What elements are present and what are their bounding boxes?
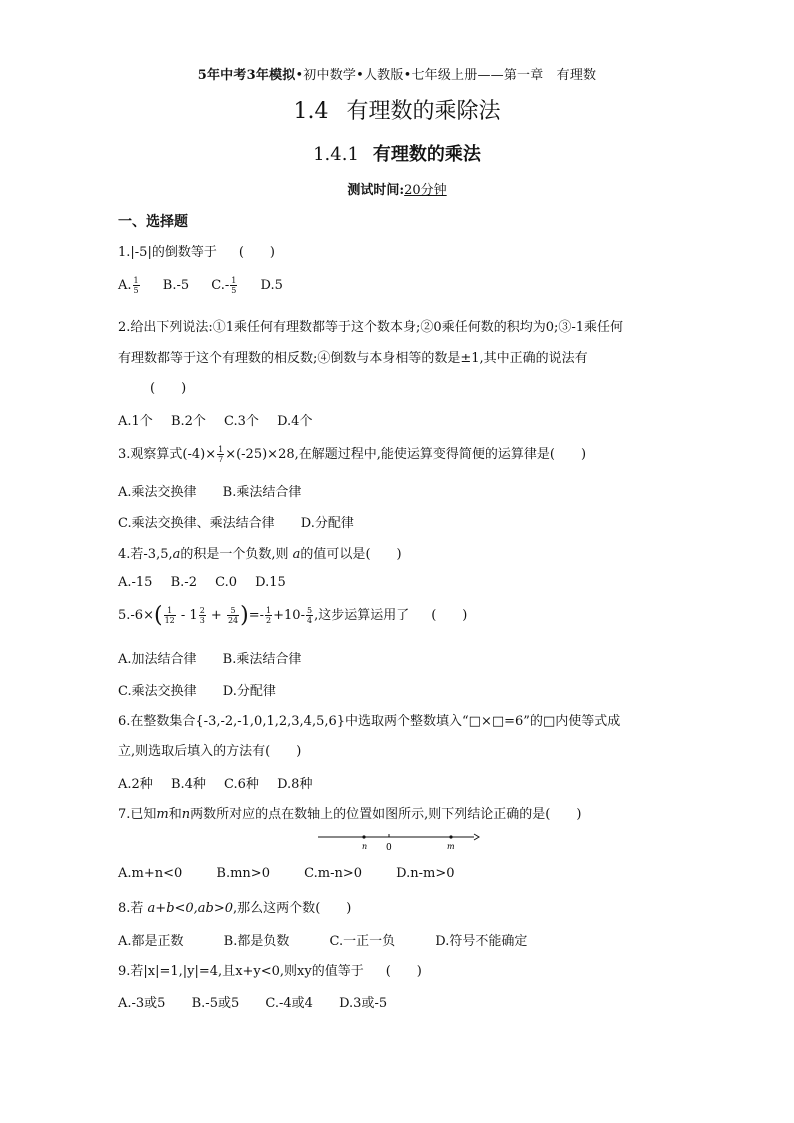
q5-plus-ten: +10- — [273, 608, 305, 623]
q3-option-d: D.分配律 — [300, 516, 354, 531]
subsection-title-text: 有理数的乘法 — [372, 144, 481, 165]
answer-blank: ( ) — [315, 901, 352, 916]
answer-blank: ( ) — [549, 447, 587, 462]
question-9-stem — [118, 960, 422, 979]
q1-text: 1.|-5|的倒数等于 — [118, 245, 217, 260]
q8-text-post: ,那么这两个数 — [233, 901, 316, 916]
origin-label: 0 — [386, 843, 392, 853]
denominator: 7 — [218, 455, 224, 464]
question-5-stem — [118, 603, 468, 628]
question-2-line-1: 2.给出下列说法:①1乘任何有理数都等于这个数本身;②0乘任何数的积均为0;③-1乘任何 — [118, 320, 624, 335]
q4-text-pre: 4.若-3,5, — [118, 547, 173, 562]
q7-option-b: B.mn>0 — [216, 866, 270, 881]
section-title-text: 有理数的乘除法 — [346, 99, 501, 124]
q4-option-a: A.-15 — [118, 575, 153, 590]
numerator: 1 — [231, 276, 237, 285]
answer-blank: ( ) — [265, 744, 302, 759]
q7-text-post: 两数所对应的点在数轴上的位置如图所示,则下列结论正确的是 — [190, 807, 546, 822]
q4-text-mid: 的积是一个负数,则 — [180, 547, 289, 562]
q5-option-a: A.加法结合律 — [118, 652, 197, 667]
subsection-number: 1.4.1 — [313, 144, 359, 165]
q5-equals: =- — [248, 608, 265, 623]
test-time — [0, 179, 794, 198]
question-8-options — [118, 930, 545, 949]
answer-blank: ( ) — [385, 964, 422, 979]
right-paren: ) — [240, 603, 249, 628]
variable-a: a — [172, 547, 181, 562]
q3-option-c: C.乘法交换律、乘法结合律 — [118, 516, 275, 531]
fraction — [217, 445, 224, 464]
q4-option-c: C.0 — [215, 575, 237, 590]
q6-option-c: C.6种 — [224, 777, 259, 792]
denominator: 24 — [227, 616, 239, 625]
section-title — [0, 94, 794, 125]
section-number: 1.4 — [293, 99, 329, 124]
page-header — [0, 64, 794, 83]
q6-text: 立,则选取后填入的方法有 — [118, 744, 266, 759]
denominator: 4 — [306, 616, 313, 625]
numerator: 5 — [227, 606, 239, 616]
fraction — [265, 606, 272, 625]
q3-option-b: B.乘法结合律 — [222, 485, 302, 500]
question-9-options — [118, 992, 405, 1011]
numerator: 2 — [199, 606, 205, 615]
q8-option-d: D.符号不能确定 — [435, 934, 528, 949]
variable-n: n — [181, 807, 191, 822]
fraction — [230, 276, 237, 295]
answer-blank: ( ) — [150, 381, 187, 396]
q2-option-d: D.4个 — [277, 414, 313, 429]
q3-option-a: A.乘法交换律 — [118, 485, 197, 500]
q3-text-post: ×(-25)×28,在解题过程中,能使运算变得简便的运算律是 — [225, 447, 550, 462]
q7-option-a: A.m+n<0 — [118, 866, 183, 881]
q6-option-b: B.4种 — [170, 777, 206, 792]
header-course: •初中数学•人教版•七年级上册——第一章 有理数 — [295, 68, 597, 83]
question-2-line-2: 有理数都等于这个有理数的相反数;④倒数与本身相等的数是±1,其中正确的说法有 — [118, 351, 588, 366]
q5-lead: 5.-6× — [118, 608, 154, 623]
q9-text: 9.若|x|=1,|y|=4,且x+y<0,则xy的值等于 — [118, 964, 364, 979]
q5-text-post: ,这步运算运用了 — [314, 608, 410, 623]
test-time-label: 测试时间: — [347, 183, 405, 198]
q4-option-b: B.-2 — [170, 575, 197, 590]
numerator: 1 — [266, 606, 272, 615]
q9-option-a: A.-3或5 — [118, 996, 166, 1011]
variable-m: m — [156, 807, 169, 822]
q3-text-pre: 3.观察算式(-4)× — [118, 447, 217, 462]
subsection-title — [0, 140, 794, 166]
left-paren: ( — [153, 603, 163, 628]
question-3-options-row-2 — [118, 512, 372, 531]
fraction — [199, 606, 206, 625]
numerator: 1 — [164, 606, 176, 616]
question-6-line-2 — [118, 740, 301, 759]
point-n — [362, 835, 365, 838]
q8-option-c: C.一正一负 — [329, 934, 396, 949]
denominator: 5 — [231, 286, 237, 295]
q8-option-b: B.都是负数 — [223, 934, 290, 949]
question-1-options — [118, 276, 301, 295]
test-time-value: 20分钟 — [404, 183, 447, 198]
q6-option-a: A.2种 — [118, 777, 153, 792]
q7-text-pre: 7.已知 — [118, 807, 157, 822]
question-1-stem — [118, 241, 275, 260]
q1-option-a-label: A. — [118, 278, 132, 293]
q1-option-d: D.5 — [260, 278, 283, 293]
q8-text-pre: 8.若 — [118, 901, 144, 916]
q2-option-b: B.2个 — [170, 414, 206, 429]
question-7-options — [118, 866, 473, 881]
numerator: 1 — [133, 276, 139, 285]
q1-option-c-label: C.- — [211, 278, 230, 293]
q1-option-a — [118, 276, 141, 295]
question-7-stem — [118, 803, 581, 822]
q9-option-d: D.3或-5 — [339, 996, 388, 1011]
point-m — [449, 835, 452, 838]
question-section-heading: 一、选择题 — [118, 214, 188, 230]
question-8-stem — [118, 897, 351, 916]
question-5-options-row-2 — [118, 680, 294, 699]
q7-option-c: C.m-n>0 — [304, 866, 362, 881]
numerator: 5 — [306, 606, 313, 615]
denominator: 5 — [133, 286, 139, 295]
q2-option-a: A.1个 — [118, 414, 153, 429]
fraction — [164, 606, 176, 625]
q2-option-c: C.3个 — [224, 414, 259, 429]
question-4-stem — [118, 543, 402, 562]
question-4-options — [118, 575, 304, 590]
q4-option-d: D.15 — [255, 575, 286, 590]
q4-text-post: 的值可以是 — [300, 547, 366, 562]
q8-condition: a+b<0,ab>0 — [147, 901, 234, 916]
question-6-line-1: 6.在整数集合{-3,-2,-1,0,1,2,3,4,5,6}中选取两个整数填入“□×□=6”的□内使等式成 — [118, 714, 621, 729]
fraction — [306, 606, 313, 625]
q1-option-c — [211, 276, 238, 295]
question-3-stem — [118, 443, 586, 464]
numerator: 1 — [218, 445, 224, 454]
q9-option-b: B.-5或5 — [191, 996, 240, 1011]
q5-option-c: C.乘法交换律 — [118, 684, 197, 699]
q5-option-b: B.乘法结合律 — [222, 652, 302, 667]
point-n-label: n — [362, 842, 368, 851]
q1-option-b: B.-5 — [162, 278, 190, 293]
number-line-figure — [318, 830, 480, 854]
fraction — [133, 276, 140, 295]
q5-plus: + — [210, 608, 222, 623]
answer-blank: ( ) — [431, 608, 468, 623]
q5-minus-whole: - 1 — [180, 608, 198, 623]
number-line-arrow — [474, 834, 479, 840]
q5-option-d: D.分配律 — [222, 684, 276, 699]
q9-option-c: C.-4或4 — [265, 996, 313, 1011]
answer-blank: ( ) — [545, 807, 582, 822]
point-m-label: m — [447, 842, 455, 851]
header-series: 5年中考3年模拟 — [197, 68, 296, 83]
question-5-options-row-1 — [118, 648, 319, 667]
q7-option-d: D.n-m>0 — [396, 866, 455, 881]
q6-option-d: D.8种 — [277, 777, 313, 792]
answer-blank: ( ) — [365, 547, 402, 562]
variable-a: a — [292, 547, 301, 562]
fraction — [227, 606, 239, 625]
q7-and: 和 — [168, 807, 182, 822]
denominator: 3 — [199, 616, 205, 625]
question-6-options — [118, 773, 330, 792]
answer-blank: ( ) — [238, 245, 275, 260]
denominator: 12 — [164, 616, 175, 625]
question-2-options — [118, 410, 330, 429]
q8-option-a: A.都是正数 — [118, 934, 184, 949]
denominator: 2 — [266, 616, 272, 625]
question-3-options-row-1 — [118, 481, 319, 500]
